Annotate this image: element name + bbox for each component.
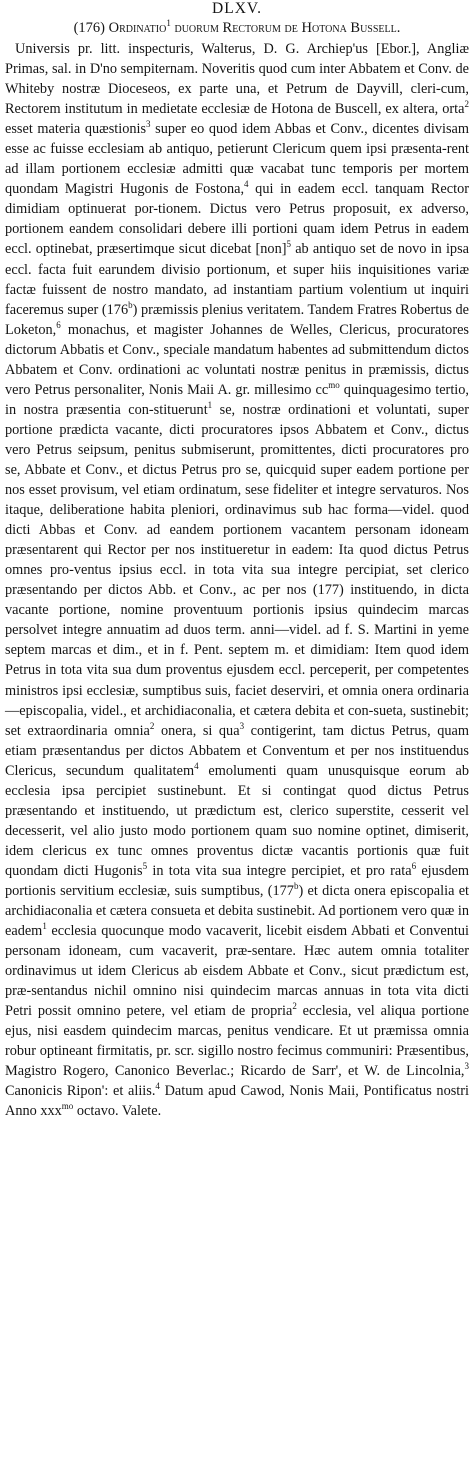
- text-run: ejusdem portionis servitium ecclesiæ, suis sumptibus, (177: [5, 862, 469, 899]
- footnote-marker: 4: [244, 179, 249, 190]
- text-run: ab antiquo set de novo in ipsa eccl. facta fuit earundem divisio portionum, et super hiis inquisitiones variæ factæ fuissent de nostro mandato, ad instantiam partium volentium ut inquiri faceremus super (176: [5, 241, 469, 318]
- text-run: Universis pr. litt. inspecturis, Walterus, D. G. Archiep'us [Ebor.], Angliæ Primas, sal. in D'no sempiternam. Noveritis quod cum inter Abbatem et Conv. de Whiteby nostræ Dioceseos, ex parte una, et Petrum de Dayvill, cleri-cum, Rectorem institutum in medietate ecclesiæ de Hotona de Buscell, ex altera, orta: [5, 41, 469, 118]
- text-run: quinquagesimo tertio, in nostra præsentia con-stituerunt: [5, 381, 469, 418]
- charter-text: [5, 39, 469, 1122]
- footnote-marker: mo: [328, 380, 340, 391]
- footnote-marker: 2: [464, 99, 469, 110]
- text-run: qui in eadem eccl. tanquam Rector dimidiam optinuerat por-tionem. Dictus vero Petrus proposuit, ex adverso, portionem eandem consolidari debere illi portioni quam idem Petrus in eadem eccl. optinebat, præsertimque sicut dicebat [non]: [5, 181, 469, 258]
- footnote-marker: 2: [292, 1001, 297, 1012]
- footnote-marker: 6: [56, 319, 61, 330]
- charter-number: DLXV.: [212, 0, 262, 17]
- footnote-marker: 1: [42, 921, 47, 932]
- footnote-marker: b: [293, 881, 299, 892]
- text-run: esset materia quæstionis: [5, 121, 147, 138]
- text-run: contigerint, tam dictus Petrus, quam etiam præsentandus per dictos Abbatem et Conventum et per nos instituendus Clericus, secundum qualitatem: [5, 722, 469, 779]
- footnote-marker: 5: [286, 239, 291, 250]
- footnote-marker: 1: [166, 18, 171, 29]
- folio-reference: (176): [73, 20, 106, 36]
- text-run: ecclesia, vel aliqua portione ejus, nisi easdem quindecim marcas, penitus vendicare. Et ut præmissa omnia robur optineant firmitatis, pr. scr. sigillo nostro fecimus communiri: Præsentibus, Magistro Rogero, Canonico Beverlac.; Ricardo de Sarr', et W. de Lincolnia,: [5, 1003, 470, 1080]
- text-run: ) et dicta onera episcopalia et archidiaconalia et cætera consueta et debita sustinebit. Ad portionem vero quæ in eadem: [5, 882, 470, 940]
- footnote-marker: b: [128, 299, 133, 310]
- footnote-marker: mo: [61, 1101, 74, 1112]
- heading-title: duorum Rectorum de Hotona Bussell.: [174, 20, 401, 36]
- footnote-marker: 3: [146, 119, 151, 130]
- text-run: se, nostræ ordinationi et voluntati, super portione prædicta vacante, dicti procuratores ipsos Abbatem et Conv., dictus vero Petrus seipsum, penitus submiserunt, promittentes, dicti procuratores pro se, Abbate et Conv., et dictus Petrus pro se, quicquid super eadem portione per nos esset provisum, vel etiam ordinatum, sese fideliter et integre servaturos. Nos itaque, deliberatione habita pleniori, ordinavimus sub hac forma—videl. quod dicti Abbas et Conv. ad eandem portionem vacantem personam idoneam præsentarent qui Rector per nos institueretur in eadem: Ita quod dictus Petrus omnes pro-ventus ipsius eccl. in tota vita sua integre percipiat, set clerico præsentando per dictos Abb. et Conv., ac per nos (177) instituendo, in dicta vacante portione, nomine proventuum portionis ipsius quindecim marcas persolvet integre annuatim ad duos term. anni—videl. ad f. S. Martini in yeme septem marcas et dim., et in f. Pent. septem m. et dimidiam: Item quod idem Petrus in tota vita sua dum proventus ejusdem eccl. perceperit, per competentes ministros ipsi ecclesiæ, sumptibus suis, faciet deserviri, et omnia onera ordinaria—episcopalia, videl., et archidiaconalia, et cætera debita et con-sueta, sustinebit; set extraordinaria omnia: [5, 401, 470, 739]
- footnote-marker: 1: [207, 400, 213, 411]
- charter-heading: [5, 17, 469, 39]
- text-run: super eo quod idem Abbas et Conv., dicentes divisam esse ac fuisse ecclesiam ab antiquo, petierunt Clericum quem ipsi præsenta-rent ad illam portionem ecclesiæ admitti quæ vacabat tunc temporis per mortem quondam Magistri Hugonis de Fostona,: [5, 121, 469, 198]
- footnote-marker: 3: [239, 720, 245, 731]
- footnote-marker: 4: [194, 760, 199, 771]
- text-run: emolumenti quam unusquisque eorum ab ecclesia ipsa percipiet sustinebunt. Et si contingat quod dictus Petrus præsentando et instituendo, ut prædictum est, clerico superstite, cesserit vel decesserit, vel alio justo modo portionem quam suo nomine optinet, dimiserit, idem clericus ex tunc omnes proventus dictæ vacantis portionis quæ fuit quondam dicti Hugonis: [5, 762, 469, 879]
- footnote-marker: 4: [155, 1081, 160, 1092]
- text-run: ecclesia quocunque modo vacaverit, licebit eisdem Abbati et Conventui personam idoneam, cum vacaverit, præ-sentare. Hæc autem omnia totaliter ordinavimus ut idem Clericus ab eisdem Abbate et Conv., sicut prædictum est, præ-sentandus nichil omnino nisi quindecim marcas annuas in tota vita dicti Petri possit omnino petere, vel etiam de propria: [5, 923, 469, 1020]
- text-run: Datum apud Cawod, Nonis Maii, Pontificatus nostri Anno xxx: [5, 1083, 470, 1120]
- footnote-marker: 2: [149, 720, 155, 731]
- footnote-marker: 6: [411, 861, 417, 872]
- text-run: ) præmissis plenius veritatem. Tandem Fratres Robertus de Loketon,: [5, 301, 469, 338]
- footnote-marker: 3: [464, 1061, 469, 1072]
- heading-ordinatio: Ordinatio: [108, 20, 167, 36]
- text-run: octavo. Valete.: [73, 1103, 162, 1120]
- charter-paragraph: [5, 39, 469, 1122]
- footnote-marker: 5: [142, 861, 148, 872]
- text-run: onera, si qua: [154, 722, 240, 739]
- text-run: monachus, et magister Johannes de Welles, Clericus, procuratores dictorum Abbatis et Conv., speciale mandatum habentes ad submittendum dictos Abbatem et Conv. ordinationi ac voluntati nostræ penitus in præmissis, dictus vero Petrus personaliter, Nonis Maii A. gr. millesimo cc: [5, 321, 469, 398]
- text-run: Canonicis Ripon': et aliis.: [5, 1083, 156, 1100]
- text-run: in tota vita sua integre percipiet, et pro rata: [147, 862, 412, 879]
